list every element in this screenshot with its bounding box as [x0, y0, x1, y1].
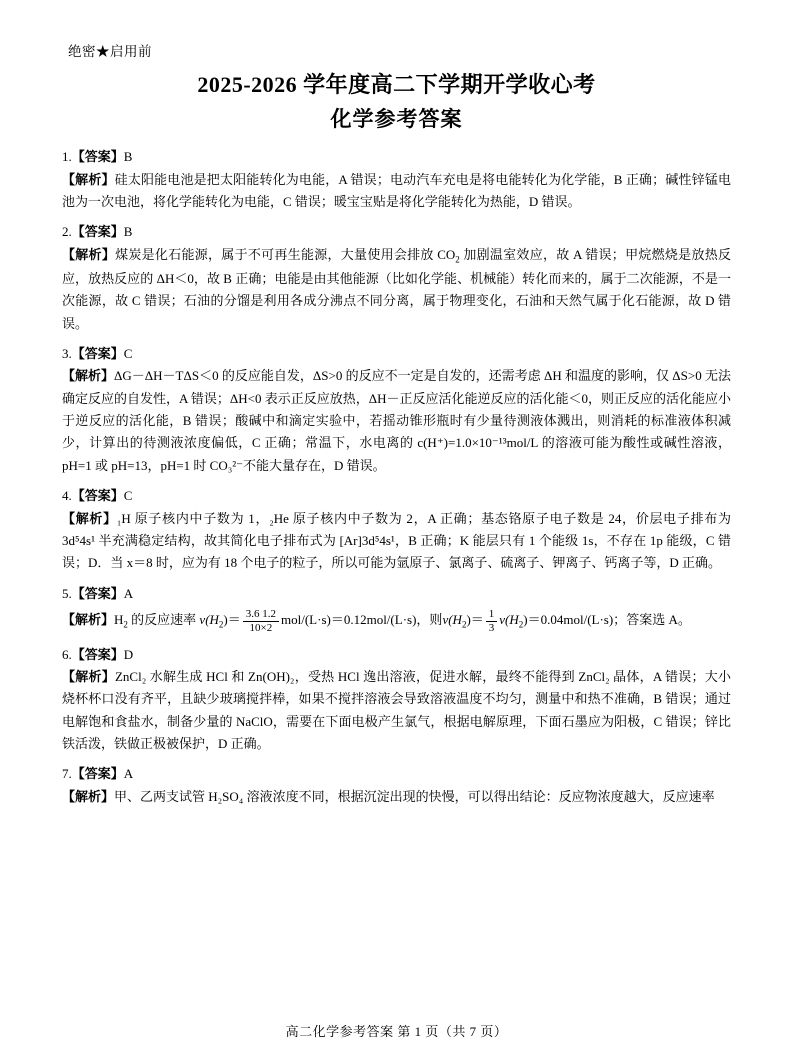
answer-label: 【答案】	[71, 585, 124, 601]
answer-value: A	[123, 766, 134, 782]
analysis-text: ΔG－ΔH－TΔS＜0 的反应能自发，ΔS>0 的反应不一定是自发的，还需考虑 ΔH 和温度的影响，仅 ΔS>0 无法确定反应的自发性，A 错误；ΔH<0 表示正反应放热，ΔH－正反应活化能逆反应的活化能＜0，则正反应的活化能应小于逆反应的活化能，B 错误；酸碱中和滴定实验中，若摇动锥形瓶时有少量待测液体溅出，则消耗的标准液体积减少，计算出的待测液浓度偏低，C 正确；常温下，水电离的 c(H⁺)=1.0×10⁻¹³mol/L 的溶液可能为酸性或碱性溶液，pH=1 或 pH=13，pH=1 时 CO₃²⁻不能大量存在，D 错误。	[62, 368, 731, 473]
answer-value: B	[123, 224, 133, 240]
question-6-analysis	[62, 666, 731, 755]
fraction-numerator: 3.6 1.2	[243, 608, 279, 622]
question-1-answer-line	[62, 147, 731, 167]
answer-label: 【答案】	[71, 149, 124, 164]
subscript-2: 2	[518, 619, 524, 630]
secret-label: 绝密★启用前	[68, 44, 152, 59]
answer-value: D	[123, 646, 134, 662]
analysis-label: 【解析】	[62, 510, 117, 526]
analysis-text: ₁H 原子核内中子数为 1，₂He 原子核内中子数为 2，A 正确；基态铬原子电子数是 24，价层电子排布为 3d⁵4s¹ 半充满稳定结构，故其简化电子排布式为 [Ar]3d⁵4s¹，B 正确；K 能层只有 1 个能级 1s，不存在 1p 能级，C 错误；D．当 x＝8 时，应为有 18 个电子的粒子，所以可能为氩原子、氯离子、硫离子、钾离子、钙离子等，D 正确。	[62, 510, 731, 571]
formula-tail: mol/(L·s)＝0.12mol/(L·s)，	[281, 612, 430, 628]
fraction-1	[243, 608, 279, 634]
question-number: 2.	[62, 224, 72, 240]
analysis-label: 【解析】	[62, 612, 115, 628]
answer-label: 【答案】	[71, 345, 124, 361]
analysis-label: 【解析】	[62, 246, 116, 262]
question-7-analysis	[62, 786, 731, 808]
answer-label: 【答案】	[71, 766, 124, 782]
answer-value: B	[123, 149, 133, 164]
formula-tail3: v(H	[499, 612, 519, 628]
subscript-2: 2	[123, 619, 128, 630]
question-4-answer-line	[62, 486, 731, 506]
fraction-2	[486, 608, 498, 634]
analysis-label: 【解析】	[62, 669, 115, 685]
question-1-analysis	[62, 169, 731, 214]
question-5-analysis	[62, 605, 731, 635]
analysis-text: ZnCl₂ 水解生成 HCl 和 Zn(OH)₂，受热 HCl 逸出溶液，促进水解，最终不能得到 ZnCl₂ 晶体，A 错误；大小烧杯杯口没有齐平，且缺少玻璃搅拌棒，如果不搅拌溶液会导致溶液温度不均匀，测量中和热不准确，B 错误；通过电解饱和食盐水，制备少量的 NaClO，需要在下面电极产生氯气，根据电解原理，下面石墨应为阳极，C 错误；锌比铁活泼，铁做正极被保护，D 正确。	[62, 669, 731, 752]
question-3-answer-line	[62, 344, 731, 364]
fraction-denominator: 10×2	[249, 621, 273, 634]
subscript-2: 2	[218, 619, 224, 630]
answer-value: C	[123, 488, 133, 504]
formula-tail4: 答案选 A。	[626, 612, 691, 628]
question-number: 5.	[62, 585, 72, 601]
answer-label: 【答案】	[71, 646, 124, 662]
answer-label: 【答案】	[71, 488, 124, 504]
formula-lead-tail: 的反应速率	[127, 612, 200, 628]
analysis-label: 【解析】	[62, 368, 115, 384]
answer-value: A	[123, 585, 134, 601]
question-number: 7.	[62, 766, 72, 782]
question-4-analysis	[62, 508, 731, 575]
fraction-numerator: 1	[486, 608, 498, 622]
page-subtitle: 化学参考答案	[330, 107, 463, 131]
subscript-2: 2	[461, 619, 467, 630]
rate-symbol-close: )＝	[223, 612, 241, 628]
formula-tail3-close: )＝0.04mol/(L·s)；	[523, 612, 627, 628]
rate-symbol-2: v(H	[442, 612, 462, 628]
analysis-text-a: 煤炭是化石能源，属于不可再生能源，大量使用会排放 CO	[115, 246, 456, 262]
question-3-analysis	[62, 365, 731, 477]
question-2-answer-line	[62, 222, 731, 242]
page-title: 2025-2026 学年度高二下学期开学收心考	[197, 72, 596, 97]
analysis-label: 【解析】	[62, 171, 115, 187]
subscript-2: 2	[455, 254, 460, 265]
analysis-text: 甲、乙两支试管 H₂SO₄ 溶液浓度不同，根据沉淀出现的快慢，可以得出结论：反应物浓度越大，反应速率	[114, 788, 715, 804]
question-number: 4.	[62, 488, 72, 504]
fraction-denominator: 3	[488, 621, 495, 634]
answer-label: 【答案】	[71, 224, 124, 240]
question-5-answer-line	[62, 584, 731, 604]
question-7-answer-line	[62, 764, 731, 784]
rate-symbol-2-close: )＝	[466, 612, 484, 628]
question-number: 1.	[62, 149, 72, 164]
answer-value: C	[123, 345, 133, 361]
analysis-text-b: 加剧温室效应，故 A 错误；甲烷燃烧是放热反应，放热反应的 ΔH＜0，故 B 正确；电能是由其他能源（比如化学能、机械能）转化而来的，属于二次能源，不是一次能源，故 C 错误；石油的分馏是利用各成分沸点不同分离，属于物理变化，石油和天然气属于化石能源，故 D 错误。	[62, 246, 731, 331]
question-2-analysis	[62, 244, 731, 335]
question-number: 6.	[62, 646, 72, 662]
question-6-answer-line	[62, 645, 731, 665]
rate-symbol: v(H	[199, 612, 219, 628]
formula-lead: H	[114, 612, 124, 628]
question-number: 3.	[62, 345, 72, 361]
analysis-text: 硅太阳能电池是把太阳能转化为电能，A 错误；电动汽车充电是将电能转化为化学能，B 正确；碱性锌锰电池为一次电池，将化学能转化为电能，C 错误；暖宝宝贴是将化学能转化为热能，D 错误。	[62, 171, 731, 209]
page-footer: 高二化学参考答案 第 1 页（共 7 页）	[285, 1024, 508, 1039]
analysis-label: 【解析】	[62, 788, 115, 804]
formula-tail2: 则	[429, 612, 443, 628]
